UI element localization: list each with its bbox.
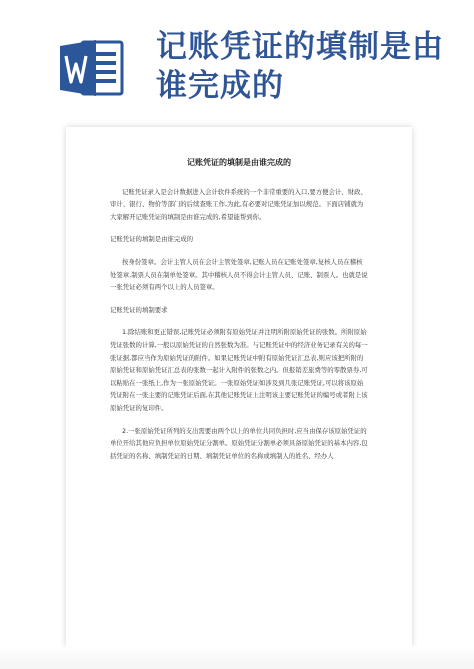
section-heading: 记账凭证的填制要求 (110, 305, 168, 314)
paragraph: 1.除结账和更正错误,记账凭证必须附有原始凭证并注明所附原始凭证的张数。所附原始凭证张数的计算,一般以原始凭证的自然张数为准。与记账凭证中的经济业务记录有关的每一张证据,都应当作为原始凭证的附件。如果记账凭证中附有原始凭证汇总表,则应该把所附的原始凭证和原始凭证汇总表的张数一起计入附件的张数之内。但报销差旅费等的零散票券,可以粘贴在一张纸上,作为一张原始凭证。一张原始凭证如涉及到几张记账凭证,可以将该原始凭证附在一张主要的记账凭证后面,在其他记账凭证上注明该主要记账凭证的编号或者附上该原始凭证的复印件。 (110, 328, 368, 412)
paragraph-intro: 记账凭证录入是会计数据进入会计软件系统的一个非常重要的入口,要方便会计、财政、审计、银行、物价等部门的后续查账工作,为此,有必要对记账凭证加以规范。下面店铺就为大家解开记账凭证的填制是由谁完成的,希望能帮到你。 (110, 187, 367, 221)
document-title: 记账凭证的填制是由谁完成的 (187, 158, 291, 167)
paragraph: 按身份签章。会计主管人员在会计主管处签章,记账人员在记账处签章,复核人员在稽核处签章,制票人员在制单处签章。其中稽核人员不得会计主管人员、记账、制票人。也就是说一张凭证必须有两个以上的人员签章。 (110, 257, 368, 292)
banner-title: 记账凭证的填制是由谁完成的 (156, 29, 444, 104)
paragraph: 2.一张原始凭证所列的支出需要由两个以上的单位共同负担时,应当由保存该原始凭证的单位开给其他应负担单位原始凭证分割单。原始凭证分割单必须具备原始凭证的基本内容,包括凭证的名称、填制凭证的日期、填制凭证单位的名称或填制人的姓名、经办人 (110, 426, 368, 460)
paragraph-list (110, 186, 368, 463)
bottom-fade (0, 647, 474, 669)
section-heading: 记账凭证的填制是由谁完成的 (110, 235, 194, 244)
banner (0, 0, 474, 120)
document-body (110, 153, 368, 472)
word-icon (60, 38, 126, 98)
document-page (66, 127, 412, 647)
